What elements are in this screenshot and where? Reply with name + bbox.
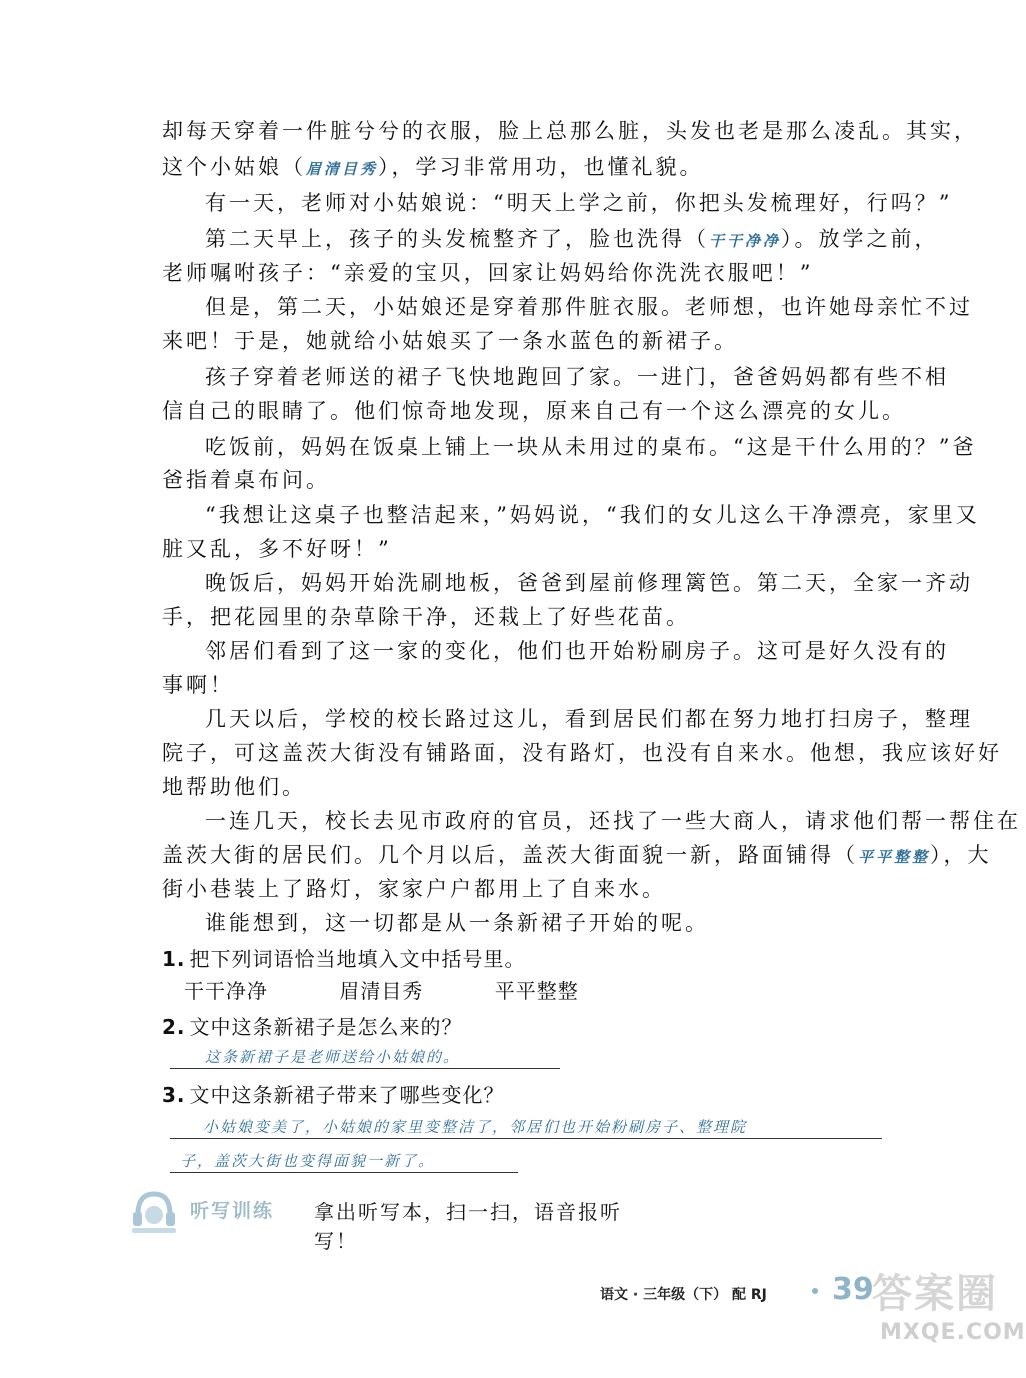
- question-3: [162, 1080, 882, 1110]
- word-option: 眉清目秀: [339, 979, 424, 1003]
- filled-answer: 平平整整: [858, 848, 931, 866]
- passage-line: 信自己的眼睛了。他们惊奇地发现，原来自己有一个这么漂亮的女儿。: [162, 399, 906, 423]
- word-list: [184, 976, 904, 1006]
- passage-line: 老师嘱咐孩子：“亲爱的宝贝，回家让妈妈给你洗洗衣服吧！”: [162, 261, 814, 285]
- passage-line: 地帮助他们。: [162, 775, 306, 799]
- passage-line: 邻居们看到了这一家的变化，他们也开始粉刷房子。这可是好久没有的: [205, 639, 949, 663]
- text: 第二天早上，孩子的头发梳整齐了，脸也洗得（: [205, 227, 709, 251]
- question-1: [162, 944, 882, 974]
- handwritten-answer: 子，盖茨大街也变得面貌一新了。: [180, 1152, 436, 1170]
- passage-line: “我想让这桌子也整洁起来，”妈妈说，“我们的女儿这么干净漂亮，家里又: [205, 503, 980, 527]
- dictation-tip: 拿出听写本，扫一扫，语音报听写！: [314, 1200, 622, 1253]
- passage-line: 吃饭前，妈妈在饭桌上铺上一块从未用过的桌布。“这是干什么用的？”爸: [205, 435, 977, 459]
- passage-line: 一连几天，校长去见市政府的官员，还找了一些大商人，请求他们帮一帮住在: [205, 809, 1021, 833]
- passage-line: 但是，第二天，小姑娘还是穿着那件脏衣服。老师想，也许她母亲忙不过: [205, 295, 973, 319]
- text: ），学习非常用功，也懂礼貌。: [378, 155, 704, 179]
- answer-line: [170, 1068, 560, 1069]
- question-text: 文中这条新裙子带来了哪些变化？: [189, 1083, 505, 1107]
- passage-line: 事啊！: [162, 673, 234, 697]
- passage-line: 晚饭后，妈妈开始洗刷地板，爸爸到屋前修理篱笆。第二天，全家一齐动: [205, 571, 973, 595]
- text: ）。放学之前，: [781, 227, 939, 251]
- word-option: 平平整整: [494, 979, 579, 1003]
- passage-line: 几天以后，学校的校长路过这儿，看到居民们都在努力地打扫房子，整理: [205, 707, 973, 731]
- handwritten-answer: 这条新裙子是老师送给小姑娘的。: [205, 1048, 461, 1066]
- watermark-url: MXQE.COM: [880, 1320, 1026, 1345]
- question-number: 1.: [162, 947, 186, 971]
- passage-line: [205, 224, 939, 256]
- answer-line: [170, 1138, 882, 1139]
- handwritten-answer: 小姑娘变美了，小姑娘的家里变整洁了，邻居们也开始粉刷房子、整理院: [203, 1118, 748, 1136]
- dictation-section: [128, 1188, 648, 1253]
- passage-line: 来吧！于是，她就给小姑娘买了一条水蓝色的新裙子。: [162, 329, 738, 353]
- filled-answer: 干干净净: [709, 232, 782, 250]
- watermark-logo: 答案圈: [872, 1271, 998, 1317]
- bullet-dot: [812, 1288, 818, 1294]
- passage-line: 院子，可这盖茨大街没有铺路面，没有路灯，也没有自来水。他想，我应该好好: [162, 741, 1002, 765]
- passage-line: 街小巷装上了路灯，家家户户都用上了自来水。: [162, 877, 666, 901]
- text: 盖茨大街的居民们。几个月以后，盖茨大街面貌一新，路面铺得（: [162, 843, 858, 867]
- passage-line: [162, 840, 992, 872]
- question-2: [162, 1012, 882, 1042]
- passage-line: 孩子穿着老师送的裙子飞快地跑回了家。一进门，爸爸妈妈都有些不相: [205, 365, 949, 389]
- dictation-label: 听写训练: [190, 1200, 275, 1222]
- page-number: 39: [832, 1272, 874, 1307]
- passage-line: [162, 152, 882, 184]
- headphones-icon: [128, 1188, 180, 1234]
- word-option: 干干净净: [184, 979, 268, 1003]
- passage-line: 手，把花园里的杂草除干净，还栽上了好些花苗。: [162, 605, 690, 629]
- passage-line: 有一天，老师对小姑娘说：“明天上学之前，你把头发梳理好，行吗？”: [205, 191, 953, 215]
- text: 这个小姑娘（: [162, 155, 306, 179]
- passage-line: 脏又乱，多不好呀！”: [162, 537, 392, 561]
- passage-line: 却每天穿着一件脏兮兮的衣服，脸上总那么脏，头发也老是那么凌乱。其实，: [162, 119, 978, 143]
- answer-line: [170, 1172, 518, 1173]
- question-text: 文中这条新裙子是怎么来的？: [189, 1015, 463, 1039]
- passage-line: 谁能想到，这一切都是从一条新裙子开始的呢。: [205, 911, 709, 935]
- question-number: 2.: [162, 1015, 186, 1039]
- passage-line: 爸指着桌布问。: [162, 468, 330, 492]
- text: ），大: [930, 843, 992, 867]
- filled-answer: 眉清目秀: [306, 160, 379, 178]
- question-number: 3.: [162, 1083, 186, 1107]
- question-text: 把下列词语恰当地填入文中括号里。: [189, 947, 526, 971]
- footer-subject: 语文 · 三年级（下） 配 RJ: [600, 1287, 767, 1303]
